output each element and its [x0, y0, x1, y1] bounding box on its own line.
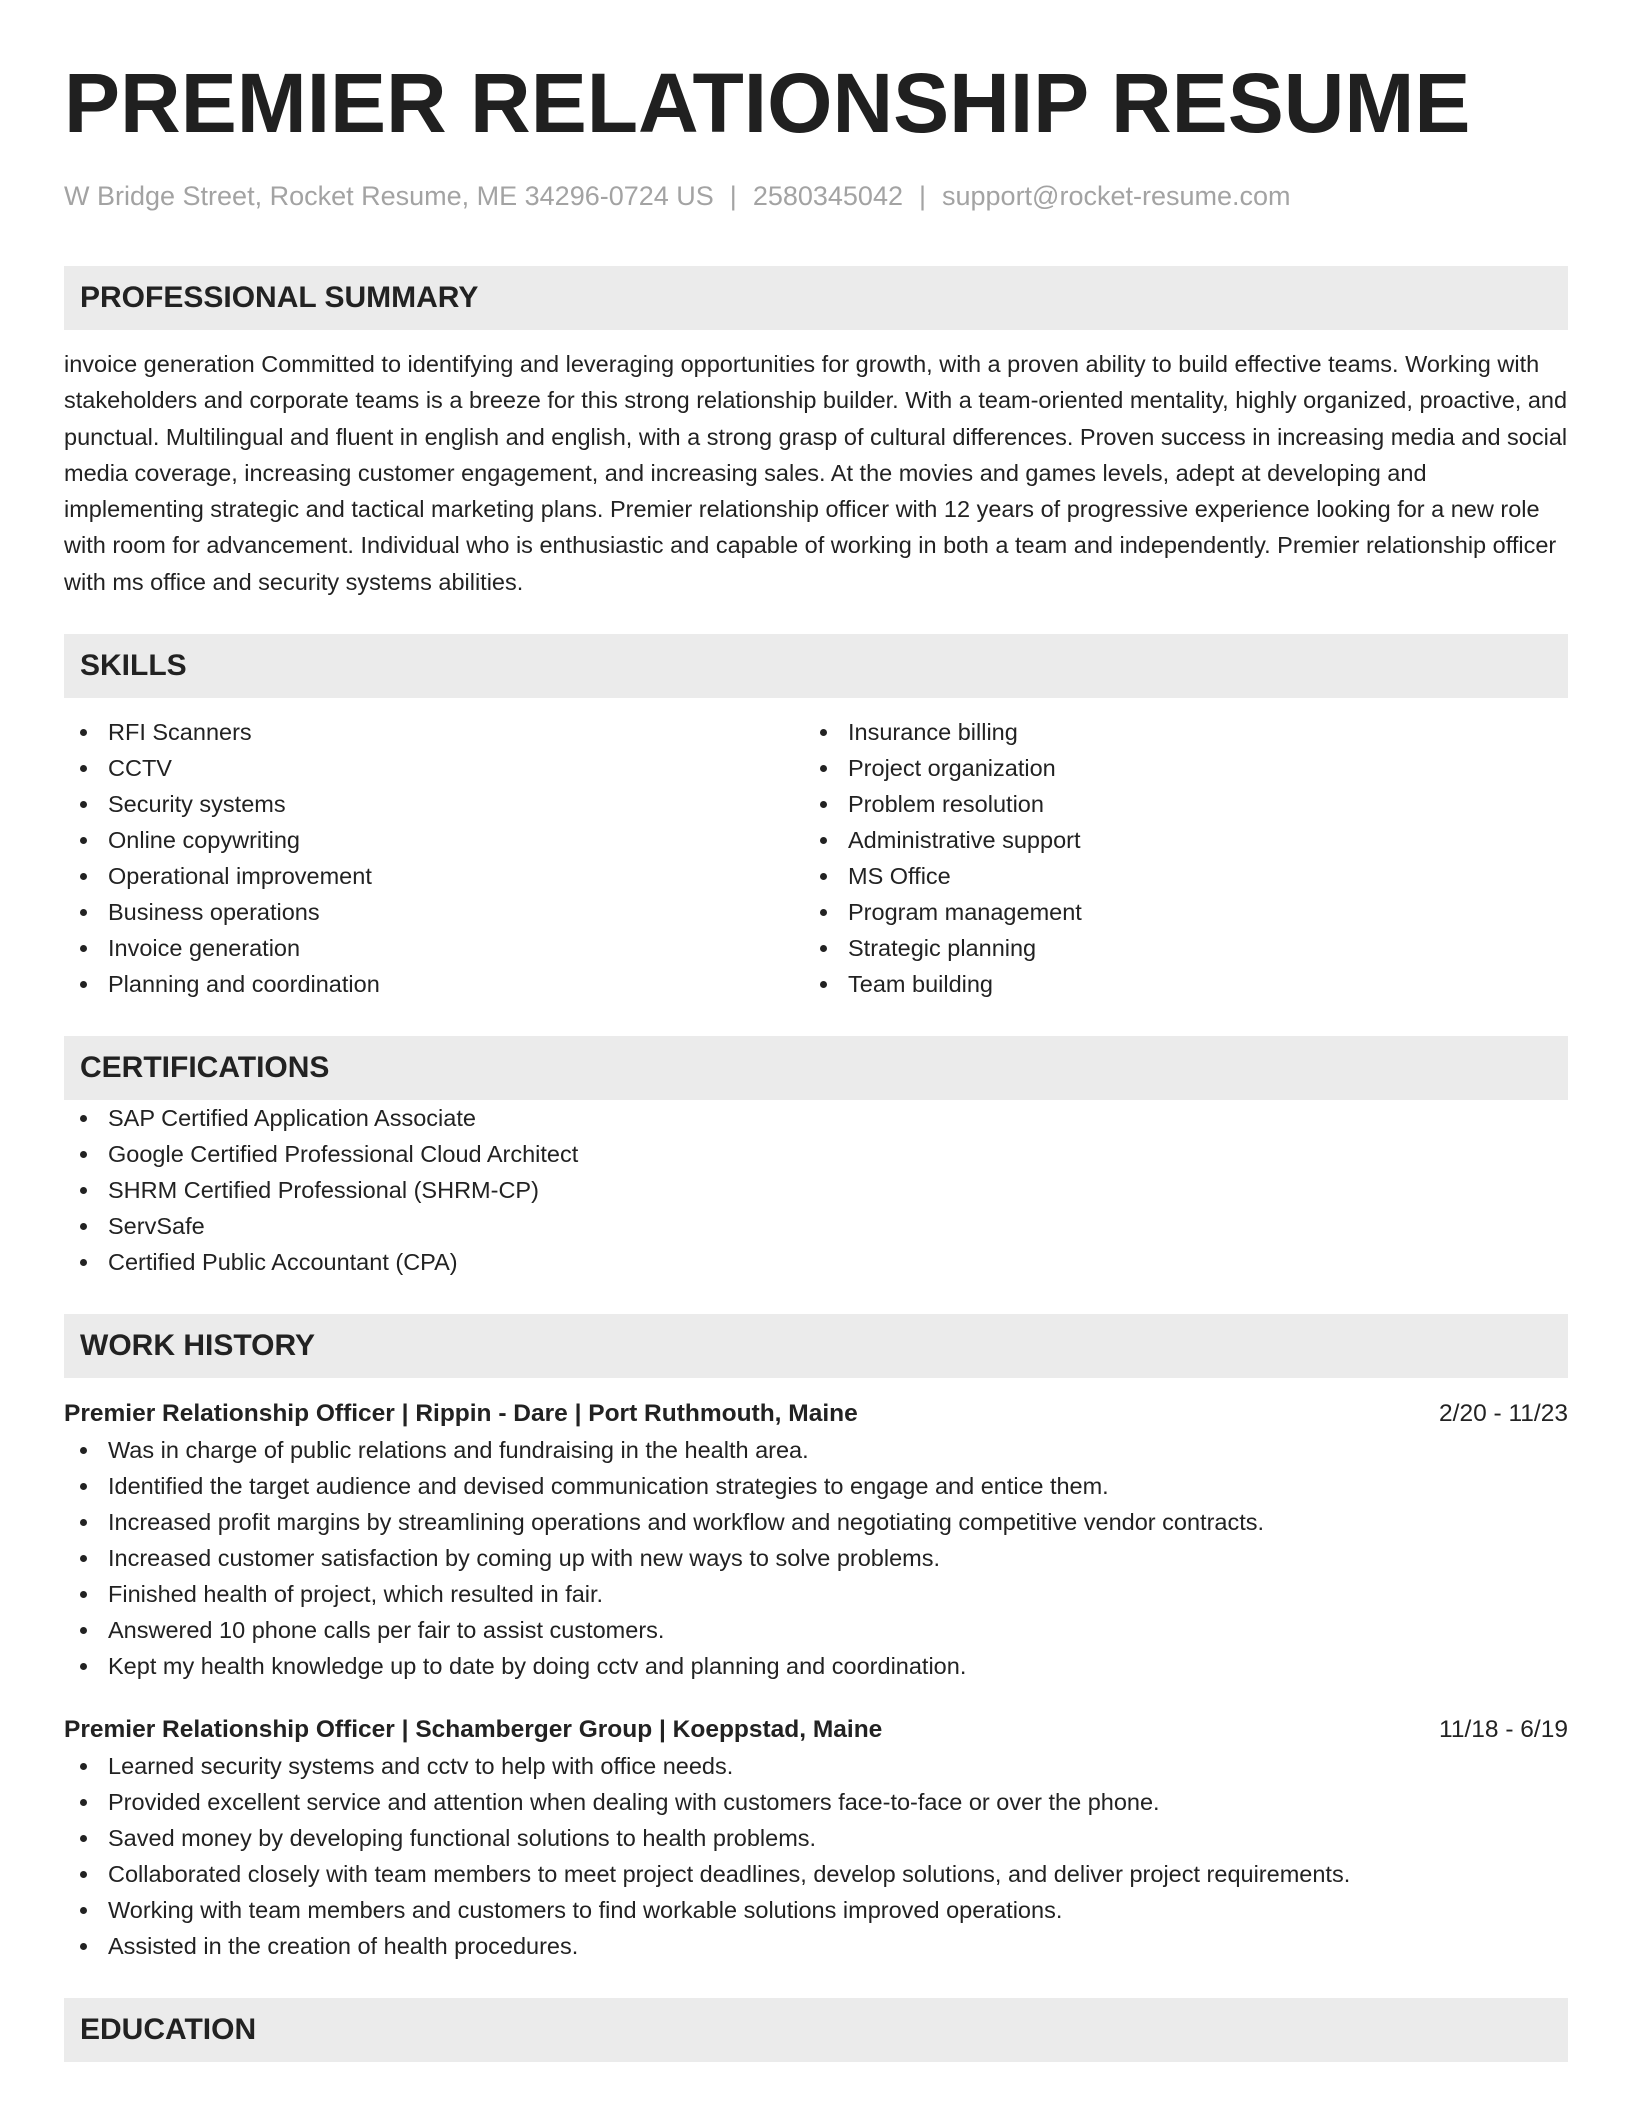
contact-separator: | [918, 181, 926, 211]
skill-item: RFI Scanners [64, 714, 804, 750]
summary-paragraph: invoice generation Committed to identifying and leveraging opportunities for growth, with a proven ability to build effective teams. Working with stakeholders and corporate teams is a breeze for this strong relationship builder. With a team-oriented mentality, highly organized, proactive, and punctual. Multilingual and fluent in english and english, with a strong grasp of cultural differences. Proven success in increasing media and social media coverage, increasing customer engagement, and increasing sales. At the movies and games levels, adept at developing and implementing strategic and tactical marketing plans. Premier relationship officer with 12 years of progressive experience looking for a new role with room for advancement. Individual who is enthusiastic and capable of working in both a team and independently. Premier relationship officer with ms office and security systems abilities. [64, 351, 1568, 595]
skill-item: Problem resolution [804, 786, 1544, 822]
section-heading-summary: PROFESSIONAL SUMMARY [64, 266, 1568, 330]
job-title: Premier Relationship Officer | Rippin - Dare | Port Ruthmouth, Maine [64, 1400, 858, 1428]
section-heading-certifications: CERTIFICATIONS [64, 1036, 1568, 1100]
skills-list-right [804, 714, 1544, 1002]
certifications-list [64, 1100, 1568, 1280]
skill-item: Team building [804, 966, 1544, 1002]
skills-list-left [64, 714, 804, 1002]
job-title: Premier Relationship Officer | Schamberger Group | Koeppstad, Maine [64, 1716, 883, 1744]
job-header [64, 1396, 1568, 1432]
resume-page [64, 50, 1568, 2062]
job-dates: 2/20 - 11/23 [1439, 1400, 1568, 1428]
certification-item: Google Certified Professional Cloud Architect [64, 1136, 1568, 1172]
job-entry [64, 1396, 1568, 1684]
skill-item: Insurance billing [804, 714, 1544, 750]
section-heading-skills: SKILLS [64, 634, 1568, 698]
skill-item: Project organization [804, 750, 1544, 786]
certification-item: Certified Public Accountant (CPA) [64, 1244, 1568, 1280]
contact-separator: | [729, 181, 737, 211]
certification-item: ServSafe [64, 1208, 1568, 1244]
skill-item: Invoice generation [64, 930, 804, 966]
skills-column-right [804, 714, 1544, 1002]
job-duty-item: Provided excellent service and attention when dealing with customers face-to-face or over the phone. [64, 1784, 1568, 1820]
skill-item: Planning and coordination [64, 966, 804, 1002]
job-duty-item: Working with team members and customers to find workable solutions improved operations. [64, 1892, 1568, 1928]
section-heading-work-history: WORK HISTORY [64, 1314, 1568, 1378]
job-duty-item: Saved money by developing functional solutions to health problems. [64, 1820, 1568, 1856]
skill-item: Business operations [64, 894, 804, 930]
job-duty-item: Learned security systems and cctv to help with office needs. [64, 1748, 1568, 1784]
job-header [64, 1712, 1568, 1748]
contact-line [64, 178, 1568, 214]
skill-item: Security systems [64, 786, 804, 822]
certification-item: SHRM Certified Professional (SHRM-CP) [64, 1172, 1568, 1208]
skill-item: MS Office [804, 858, 1544, 894]
job-duty-item: Identified the target audience and devised communication strategies to engage and entice them. [64, 1468, 1568, 1504]
job-duty-item: Was in charge of public relations and fundraising in the health area. [64, 1432, 1568, 1468]
skill-item: Program management [804, 894, 1544, 930]
job-entry [64, 1712, 1568, 1964]
job-dates: 11/18 - 6/19 [1439, 1716, 1568, 1744]
resume-title: PREMIER RELATIONSHIP RESUME [64, 56, 1471, 150]
job-duty-item: Finished health of project, which resulted in fair. [64, 1576, 1568, 1612]
job-duty-item: Answered 10 phone calls per fair to assist customers. [64, 1612, 1568, 1648]
contact-email: support@rocket-resume.com [942, 181, 1291, 211]
skill-item: Strategic planning [804, 930, 1544, 966]
skill-item: Administrative support [804, 822, 1544, 858]
job-duty-item: Assisted in the creation of health procedures. [64, 1928, 1568, 1964]
certification-item: SAP Certified Application Associate [64, 1100, 1568, 1136]
skills-column-left [64, 714, 804, 1002]
job-duty-item: Collaborated closely with team members to meet project deadlines, develop solutions, and deliver project requirements. [64, 1856, 1568, 1892]
contact-address: W Bridge Street, Rocket Resume, ME 34296-0724 US [64, 181, 714, 211]
job-duty-item: Kept my health knowledge up to date by doing cctv and planning and coordination. [64, 1648, 1568, 1684]
skill-item: Operational improvement [64, 858, 804, 894]
job-duty-item: Increased profit margins by streamlining operations and workflow and negotiating competitive vendor contracts. [64, 1504, 1568, 1540]
skill-item: Online copywriting [64, 822, 804, 858]
job-duty-item: Increased customer satisfaction by coming up with new ways to solve problems. [64, 1540, 1568, 1576]
section-heading-education: EDUCATION [64, 1998, 1568, 2062]
skills-grid [64, 714, 1568, 1002]
job-duties-list [64, 1432, 1568, 1684]
contact-phone: 2580345042 [752, 181, 903, 211]
job-duties-list [64, 1748, 1568, 1964]
skill-item: CCTV [64, 750, 804, 786]
